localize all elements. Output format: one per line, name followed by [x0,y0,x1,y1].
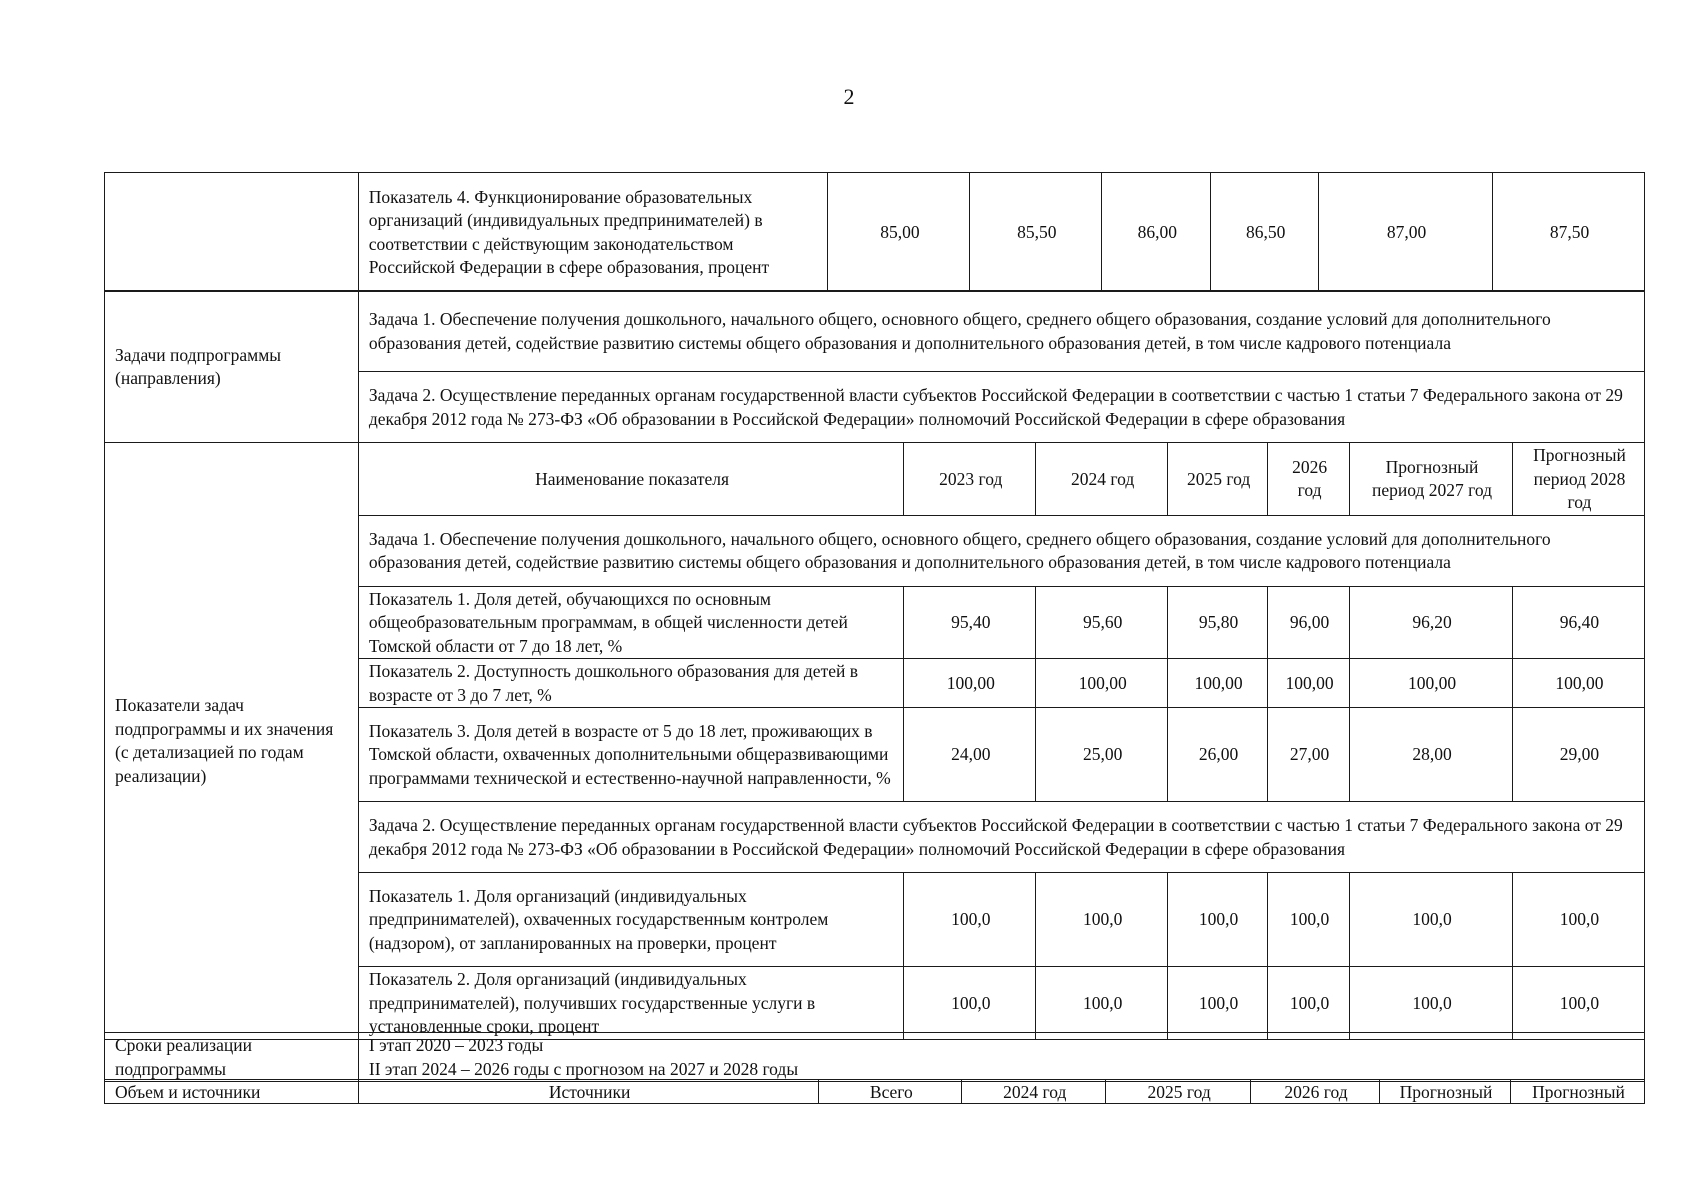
indicator4-value-3: 86,00 [1102,173,1211,292]
indicator4-value-6: 87,50 [1493,173,1645,292]
indicator-name: Показатель 1. Доля детей, обучающихся по основным общеобразовательным программам, в общей численности детей Томской области от 7 до 18 лет, % [358,586,904,659]
indicator-value: 100,0 [1168,873,1268,967]
funding-header-2025: 2025 год [1106,1080,1251,1104]
indicator-value: 100,0 [1268,967,1350,1040]
task1-title: Задача 1. Обеспечение получения дошкольного, начального общего, основного общего, среднего общего образования, создание условий для дополнительного образования детей, содействие развитию системы общего образования и дополнительного образования детей, в том числе кадрового потенциала [358,515,1644,586]
page-number: 2 [843,84,855,109]
indicator-value: 96,00 [1268,586,1350,659]
indicator-name: Показатель 3. Доля детей в возрасте от 5 до 18 лет, проживающих в Томской области, охваченных дополнительными общеразвивающими программами технической и естественно-научной направленности, % [358,708,904,802]
indicator-value: 100,0 [1512,873,1644,967]
indicator-value: 100,0 [1036,873,1168,967]
indicator-value: 96,40 [1512,586,1644,659]
indicator-value: 29,00 [1512,708,1644,802]
indicator-value: 100,0 [1168,967,1268,1040]
funding-header-row [105,1080,1645,1104]
indicator4-value-1: 85,00 [828,173,970,292]
indicators-label: Показатели задач подпрограммы и их значения (с детализацией по годам реализации) [105,443,359,1040]
indicator-value: 95,40 [904,586,1036,659]
indicator-value: 100,00 [1036,659,1168,708]
indicator-value: 100,0 [904,873,1036,967]
indicator4-name: Показатель 4. Функционирование образовательных организаций (индивидуальных предпринимателей) в соответствии с действующим законодательством Российской Федерации в сфере образования, процент [358,173,828,292]
indicators-header-row [105,443,1645,516]
indicator-value: 100,0 [1268,873,1350,967]
header-2027: Прогнозный период 2027 год [1350,443,1513,516]
funding-table [104,1079,1645,1104]
indicator4-value-2: 85,50 [970,173,1102,292]
terms-stage-2: II этап 2024 – 2026 годы с прогнозом на 2027 и 2028 годы [368,1058,799,1079]
empty-label-cell [105,173,359,292]
indicator-name: Показатель 1. Доля организаций (индивидуальных предпринимателей), охваченных государственным контролем (надзором), от запланированных на проверки, процент [358,873,904,967]
funding-header-total: Всего [819,1080,962,1104]
funding-header-forecast-1: Прогнозный [1380,1080,1511,1104]
header-indicator-name: Наименование показателя [358,443,904,516]
indicator-value: 95,80 [1168,586,1268,659]
indicator-value: 100,0 [1512,967,1644,1040]
indicator-name: Показатель 2. Доля организаций (индивидуальных предпринимателей), получивших государственные услуги в установленные сроки, процент [358,967,904,1040]
tasks-table [104,290,1645,443]
funding-label: Объем и источники [105,1080,359,1104]
task1-row [105,291,1645,372]
header-2023: 2023 год [904,443,1036,516]
terms-label: Сроки реализации подпрограммы [105,1033,359,1082]
task2-text: Задача 2. Осуществление переданных органам государственной власти субъектов Российской Федерации в соответствии с частью 1 статьи 7 Федерального закона от 29 декабря 2012 года № 273-ФЗ «Об образовании в Российской Федерации» полномочий Российской Федерации в сфере образования [358,372,1644,443]
header-2024: 2024 год [1036,443,1168,516]
funding-header-2026: 2026 год [1251,1080,1380,1104]
header-2028: Прогнозный период 2028 год [1512,443,1644,516]
indicator-value: 27,00 [1268,708,1350,802]
funding-header-forecast-2: Прогнозный [1510,1080,1644,1104]
terms-stage-1: I этап 2020 – 2023 годы [368,1035,544,1055]
task1-text: Задача 1. Обеспечение получения дошкольного, начального общего, основного общего, среднего общего образования, создание условий для дополнительного образования детей, содействие развитию системы общего образования и дополнительного образования детей, в том числе кадрового потенциала [358,291,1644,372]
indicator-value: 100,00 [1268,659,1350,708]
header-2026: 2026 год [1268,443,1350,516]
indicator4-table [104,172,1645,292]
indicator-value: 26,00 [1168,708,1268,802]
indicator-value: 100,00 [1512,659,1644,708]
indicator4-row [105,173,1645,292]
indicator-value: 100,00 [1168,659,1268,708]
indicator-value: 100,00 [904,659,1036,708]
funding-header-2024: 2024 год [962,1080,1106,1104]
header-2025: 2025 год [1168,443,1268,516]
indicator4-value-5: 87,00 [1319,173,1493,292]
terms-table [104,1032,1645,1082]
indicator-value: 95,60 [1036,586,1168,659]
indicator-value: 96,20 [1350,586,1513,659]
indicator-value: 25,00 [1036,708,1168,802]
indicators-table [104,442,1645,1040]
terms-stages [358,1033,1644,1082]
task2-title: Задача 2. Осуществление переданных органам государственной власти субъектов Российской Федерации в соответствии с частью 1 статьи 7 Федерального закона от 29 декабря 2012 года № 273-ФЗ «Об образовании в Российской Федерации» полномочий Российской Федерации в сфере образования [358,802,1644,873]
indicator-value: 24,00 [904,708,1036,802]
terms-row [105,1033,1645,1082]
indicator-value: 100,0 [1350,873,1513,967]
indicator-value: 28,00 [1350,708,1513,802]
indicator-name: Показатель 2. Доступность дошкольного образования для детей в возрасте от 3 до 7 лет, % [358,659,904,708]
funding-header-sources: Источники [358,1080,819,1104]
indicator-value: 100,0 [904,967,1036,1040]
tasks-label: Задачи подпрограммы (направления) [105,291,359,443]
indicator-value: 100,00 [1350,659,1513,708]
indicator-value: 100,0 [1350,967,1513,1040]
indicator4-value-4: 86,50 [1211,173,1319,292]
indicator-value: 100,0 [1036,967,1168,1040]
